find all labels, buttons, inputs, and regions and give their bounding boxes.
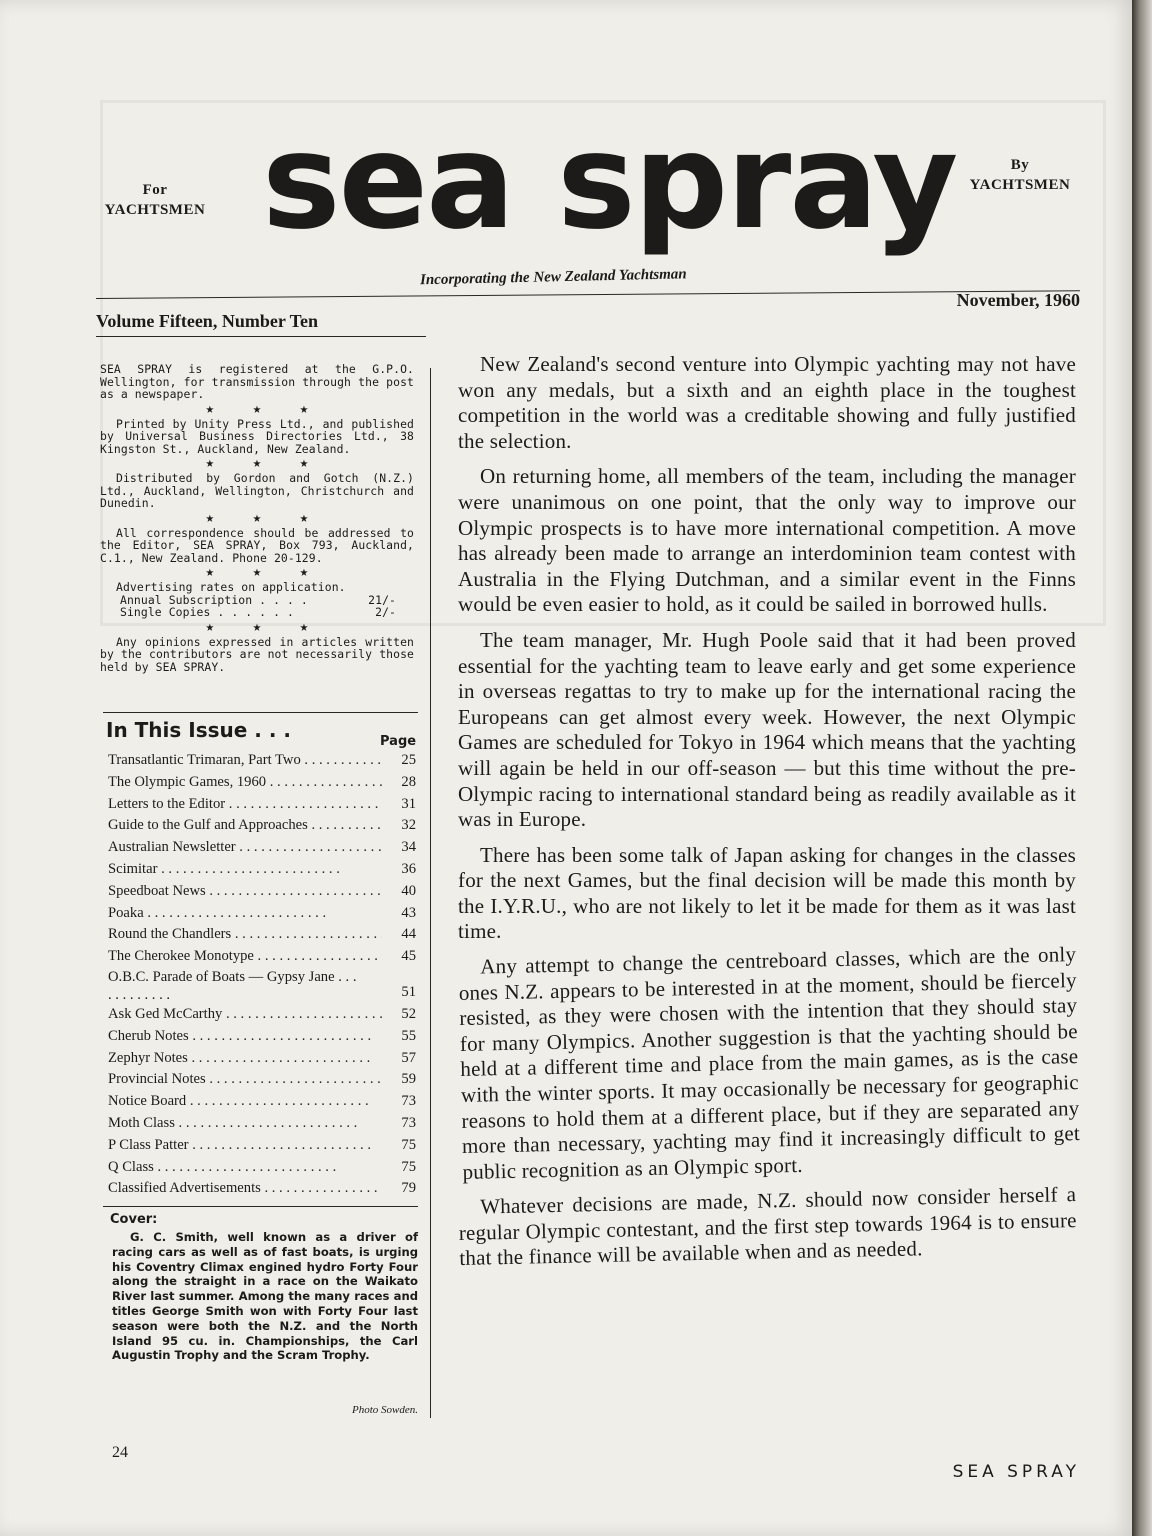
cover-rule bbox=[103, 1206, 418, 1207]
toc-title: Scimitar . . . bbox=[108, 859, 382, 881]
toc-page: 44 bbox=[382, 924, 416, 946]
star-divider: ★ ★ ★ bbox=[205, 618, 309, 635]
toc-title: Transatlantic Trimaran, Part Two . . . bbox=[108, 750, 382, 772]
toc-title: Cherub Notes . . . bbox=[108, 1026, 382, 1048]
masthead-yachtsmen-left: YACHTSMEN bbox=[104, 202, 206, 218]
toc-item[interactable] bbox=[108, 1113, 416, 1135]
toc-item[interactable] bbox=[108, 1135, 416, 1157]
toc-item[interactable] bbox=[108, 1069, 416, 1091]
contents-rule bbox=[103, 712, 418, 713]
toc-title: Guide to the Gulf and Approaches . . . bbox=[108, 815, 382, 837]
cover-heading: Cover: bbox=[110, 1212, 158, 1227]
toc-title: Australian Newsletter . . . bbox=[108, 837, 382, 859]
editorial-paragraph: New Zealand's second venture into Olympic yachting may not have won any medals, but a sixth and an eighth place in the toughest competition in the world was a creditable showing and fully justified the selection. bbox=[458, 352, 1076, 453]
toc-item[interactable] bbox=[108, 859, 416, 881]
toc-title: P Class Patter . . . bbox=[108, 1135, 382, 1157]
toc-title: Ask Ged McCarthy . . . bbox=[108, 1004, 382, 1026]
correspondence-note: All correspondence should be addressed to the Editor, SEA SPRAY, Box 793, Auckland, C.1., New Zealand. Phone 20-129. bbox=[100, 525, 414, 565]
editorial-paragraph: Whatever decisions are made, N.Z. should now consider herself a regular Olympic contestant, and the first step towards 1964 is to ensure that the finance will be available when and as needed. bbox=[458, 1182, 1077, 1271]
star-divider: ★ ★ ★ bbox=[205, 400, 309, 417]
toc-item[interactable] bbox=[108, 1091, 416, 1113]
publication-info bbox=[100, 363, 414, 673]
toc-page: 25 bbox=[382, 750, 416, 772]
masthead-yachtsmen-right: YACHTSMEN bbox=[969, 177, 1071, 193]
toc-item[interactable] bbox=[108, 772, 416, 794]
toc-title: Round the Chandlers . . . bbox=[108, 924, 382, 946]
toc-item[interactable] bbox=[108, 1157, 416, 1179]
advertising-note: Advertising rates on application. bbox=[116, 580, 346, 594]
toc-page: 34 bbox=[382, 837, 416, 859]
masthead-left-label bbox=[90, 180, 220, 220]
toc-title: Provincial Notes . . . bbox=[108, 1069, 382, 1091]
toc-title: Zephyr Notes . . . bbox=[108, 1048, 382, 1070]
toc-title: Poaka . . . bbox=[108, 903, 382, 925]
issue-volume: Volume Fifteen, Number Ten bbox=[96, 311, 319, 331]
toc-title: Speedboat News . . . bbox=[108, 881, 382, 903]
toc-page: 59 bbox=[382, 1069, 416, 1091]
toc-page: 57 bbox=[382, 1048, 416, 1070]
toc-title: Notice Board . . . bbox=[108, 1091, 382, 1113]
toc-item[interactable] bbox=[108, 924, 416, 946]
toc-page: 36 bbox=[382, 859, 416, 881]
toc-title: The Cherokee Monotype . . . bbox=[108, 946, 382, 968]
opinions-note: Any opinions expressed in articles written by the contributors are not necessarily those held by SEA SPRAY. bbox=[100, 634, 414, 674]
distributor-note: Distributed by Gordon and Gotch (N.Z.) Ltd., Auckland, Wellington, Christchurch and Dunedin. bbox=[100, 471, 414, 510]
rate-row bbox=[100, 606, 414, 619]
printer-note: Printed by Unity Press Ltd., and published by Universal Business Directories Ltd., 38 Kingston St., Auckland, New Zealand. bbox=[100, 416, 414, 456]
toc-item[interactable] bbox=[108, 837, 416, 859]
rate-value: 21/- bbox=[368, 592, 396, 607]
toc-title: The Olympic Games, 1960 . . . bbox=[108, 772, 382, 794]
toc-page: 79 bbox=[382, 1178, 416, 1200]
toc-page: 51 bbox=[382, 982, 416, 1004]
star-divider: ★ ★ ★ bbox=[205, 509, 309, 526]
toc-page: 31 bbox=[382, 794, 416, 816]
toc-page: 28 bbox=[382, 772, 416, 794]
rate-label: Single Copies . . . . . . bbox=[120, 605, 294, 619]
toc-page: 32 bbox=[382, 815, 416, 837]
masthead-for: For bbox=[142, 182, 168, 198]
toc-item[interactable] bbox=[108, 750, 416, 772]
toc-page: 73 bbox=[382, 1091, 416, 1113]
masthead-tagline: Incorporating the New Zealand Yachtsman bbox=[419, 266, 687, 289]
subscription-rates bbox=[100, 594, 414, 619]
magazine-title: sea spray bbox=[262, 105, 957, 259]
toc-page: 75 bbox=[382, 1135, 416, 1157]
issue-date: November, 1960 bbox=[956, 290, 1080, 310]
toc-item[interactable] bbox=[108, 1178, 416, 1200]
editorial-paragraph: On returning home, all members of the team, including the manager were unanimous on one point, that the only way to improve our Olympic prospects is to have more international competition. A move has already been made to arrange an interdominion team contest with Australia in the Flying Dutchman, and a similar event in the Finns would be even easier to hold, as it could be sailed in borrowed hulls. bbox=[458, 464, 1076, 617]
toc-item[interactable] bbox=[108, 881, 416, 903]
masthead-by: By bbox=[1010, 157, 1030, 173]
editorial-paragraph: Any attempt to change the centreboard classes, which are the only ones N.Z. appears to be interested in at the moment, should be fiercely resisted, as they were chosen with the intention that they should stay for many Olympics. Another suggestion is that the yachting should be held at a different time and place from the main games, as is the case with the winter sports. It may occasionally be necessary for geographic reasons to hold them at a different place, but if they are separated any more than necessary, yachting may find it increasingly difficult to get public recognition as an Olympic sport. bbox=[458, 942, 1081, 1184]
cover-caption: G. C. Smith, well known as a driver of racing cars as well as of fast boats, is urging his Coventry Climax engined hydro Forty Four along the straight in a race on the Waikato River last summer. Among the many races and titles George Smith won with Forty Four last season were both the N.Z. and the North Island 95 cu. in. Championships, the Carl Augustin Trophy and the Scram Trophy. bbox=[112, 1230, 418, 1363]
editorial-paragraph: There has been some talk of Japan asking for changes in the classes for the next Games, but the final decision will be made this month by the I.Y.R.U., who are not likely to let it be made for them as it was last time. bbox=[458, 842, 1076, 944]
page-number: 24 bbox=[112, 1444, 128, 1461]
toc-title: Moth Class . . . bbox=[108, 1113, 382, 1135]
toc-item[interactable] bbox=[108, 1026, 416, 1048]
running-footer: SEA SPRAY bbox=[952, 1462, 1080, 1482]
photo-credit: Photo Sowden. bbox=[352, 1404, 418, 1416]
adjacent-page-edge bbox=[1132, 0, 1152, 1536]
toc-page: 40 bbox=[382, 881, 416, 903]
toc-title: Letters to the Editor . . . bbox=[108, 794, 382, 816]
toc-item[interactable] bbox=[108, 946, 416, 968]
contents-page-heading: Page bbox=[380, 734, 417, 749]
contents-heading: In This Issue . . . bbox=[106, 718, 291, 742]
volume-rule bbox=[96, 336, 426, 337]
table-of-contents bbox=[108, 750, 416, 1200]
masthead-right-label bbox=[955, 155, 1085, 195]
toc-item[interactable] bbox=[108, 1048, 416, 1070]
star-divider: ★ ★ ★ bbox=[205, 564, 309, 580]
editorial-paragraph: The team manager, Mr. Hugh Poole said that it had been proved essential for the yachting team to leave early and get some experience in overseas regattas to try to make up for the international racing the Europeans can get almost every week. However, the next Olympic Games are scheduled for Tokyo in 1964 which means that the yachting will again be held in our off-season — but this time without the pre-Olympic racing to international standard being as readily available as it was in Europe. bbox=[458, 627, 1076, 832]
rate-label: Annual Subscription . . . . bbox=[120, 592, 308, 607]
toc-page: 75 bbox=[382, 1157, 416, 1179]
toc-item[interactable] bbox=[108, 815, 416, 837]
registration-note: SEA SPRAY is registered at the G.P.O. Wellington, for transmission through the post as a newspaper. bbox=[100, 362, 414, 401]
editorial bbox=[458, 352, 1081, 1282]
toc-page: 73 bbox=[382, 1113, 416, 1135]
toc-page: 45 bbox=[382, 946, 416, 968]
column-divider bbox=[430, 368, 431, 1418]
toc-item[interactable] bbox=[108, 903, 416, 925]
toc-item[interactable] bbox=[108, 1004, 416, 1026]
toc-item[interactable] bbox=[108, 968, 416, 1004]
toc-title: Q Class . . . bbox=[108, 1157, 382, 1179]
rate-value: 2/- bbox=[375, 605, 396, 619]
star-divider: ★ ★ ★ bbox=[205, 455, 309, 471]
toc-page: 43 bbox=[382, 903, 416, 925]
toc-page: 52 bbox=[382, 1004, 416, 1026]
toc-title: O.B.C. Parade of Boats — Gypsy Jane . . . . . . . . . . . . bbox=[108, 968, 357, 1003]
toc-title: Classified Advertisements . . . bbox=[108, 1178, 382, 1200]
toc-item[interactable] bbox=[108, 794, 416, 816]
toc-page: 55 bbox=[382, 1026, 416, 1048]
